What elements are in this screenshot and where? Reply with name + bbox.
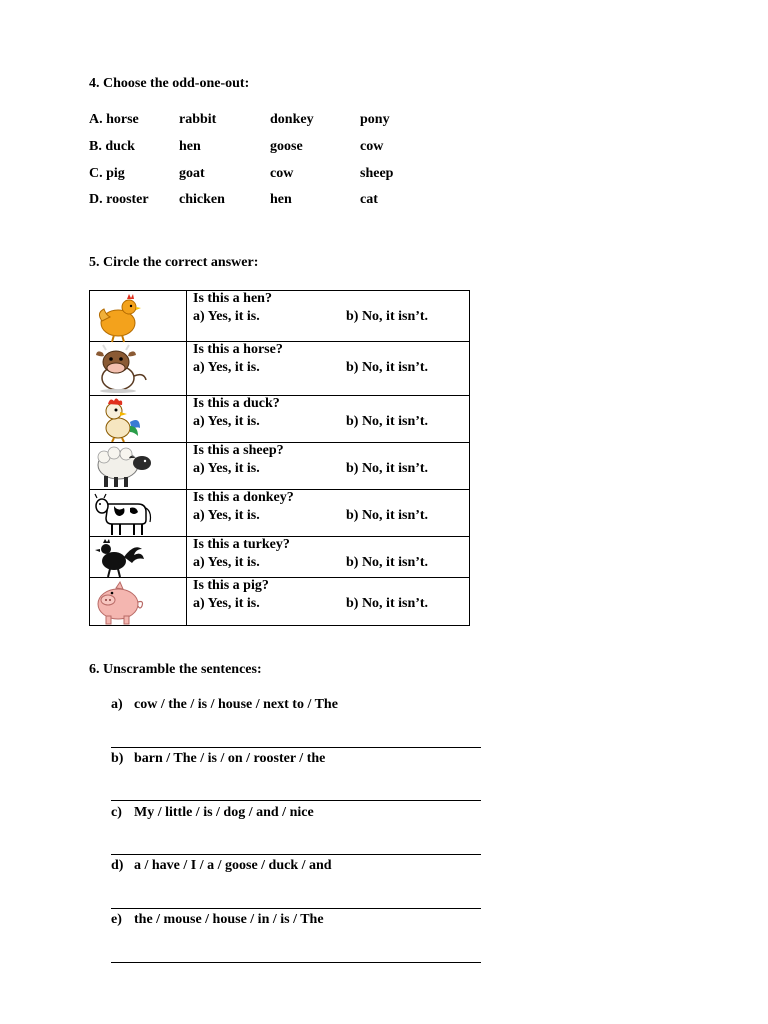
table-row [90,396,470,443]
question-text: Is this a turkey? [193,537,290,552]
item-letter: a) [111,697,123,712]
option-a[interactable]: a) Yes, it is. [193,414,260,429]
pig-icon [94,580,146,626]
question-text: Is this a pig? [193,578,269,593]
option-b[interactable]: b) No, it isn’t. [346,555,429,570]
sheep-icon [94,445,154,489]
odd-word: sheep [360,166,394,181]
question-text: Is this a horse? [193,342,283,357]
question-text: Is this a duck? [193,396,280,411]
item-letter: e) [111,912,122,927]
option-b[interactable]: b) No, it isn’t. [346,596,429,611]
answer-line-a[interactable] [111,747,481,748]
picture-cell [90,490,187,537]
scramble-item-c [111,805,314,821]
odd-word: donkey [270,112,314,127]
section-5-title: 5. Circle the correct answer: [89,255,259,270]
table-row [90,342,470,396]
picture-cell [90,537,187,578]
question-cell [187,443,470,490]
question-cell [187,396,470,443]
odd-word: pony [360,112,390,127]
odd-word: A. horse [89,112,139,127]
odd-word: goat [179,166,205,181]
answer-line-c[interactable] [111,854,481,855]
odd-word: cow [270,166,294,181]
option-b[interactable]: b) No, it isn’t. [346,360,429,375]
scrambled-words: cow / the / is / house / next to / The [134,697,338,712]
odd-word: C. pig [89,166,125,181]
section-4-title: 4. Choose the odd-one-out: [89,76,250,91]
option-a[interactable]: a) Yes, it is. [193,596,260,611]
picture-cell [90,578,187,626]
odd-word: B. duck [89,139,135,154]
scramble-item-b [111,751,325,767]
odd-word: cow [360,139,384,154]
scrambled-words: the / mouse / house / in / is / The [134,912,324,927]
odd-word: hen [270,192,292,207]
odd-word: D. rooster [89,192,149,207]
picture-cell [90,443,187,490]
option-a[interactable]: a) Yes, it is. [193,309,260,324]
question-text: Is this a hen? [193,291,272,306]
option-b[interactable]: b) No, it isn’t. [346,309,429,324]
section-6-title: 6. Unscramble the sentences: [89,662,262,677]
question-cell [187,578,470,626]
table-row [90,578,470,626]
option-a[interactable]: a) Yes, it is. [193,508,260,523]
picture-cell [90,396,187,443]
item-letter: d) [111,858,124,873]
rooster-icon [94,398,146,442]
table-row [90,291,470,342]
item-letter: c) [111,805,122,820]
question-text: Is this a sheep? [193,443,284,458]
option-b[interactable]: b) No, it isn’t. [346,461,429,476]
odd-word: hen [179,139,201,154]
option-b[interactable]: b) No, it isn’t. [346,414,429,429]
scramble-item-e [111,912,324,928]
option-a[interactable]: a) Yes, it is. [193,555,260,570]
table-row [90,443,470,490]
answer-table [89,290,470,626]
item-letter: b) [111,751,124,766]
question-cell [187,342,470,396]
question-cell [187,537,470,578]
odd-word: cat [360,192,378,207]
odd-word: goose [270,139,303,154]
odd-word: chicken [179,192,225,207]
scramble-item-d [111,858,332,874]
hen-icon [94,293,142,343]
cow-icon [94,344,150,394]
answer-line-b[interactable] [111,800,481,801]
scrambled-words: My / little / is / dog / and / nice [134,805,314,820]
answer-line-d[interactable] [111,908,481,909]
table-row [90,537,470,578]
cow-outline-icon [94,492,154,536]
black-rooster-icon [94,539,144,577]
option-b[interactable]: b) No, it isn’t. [346,508,429,523]
scramble-item-a [111,697,338,713]
picture-cell [90,342,187,396]
question-cell [187,291,470,342]
answer-line-e[interactable] [111,962,481,963]
picture-cell [90,291,187,342]
option-a[interactable]: a) Yes, it is. [193,360,260,375]
option-a[interactable]: a) Yes, it is. [193,461,260,476]
scrambled-words: barn / The / is / on / rooster / the [134,751,326,766]
question-cell [187,490,470,537]
question-text: Is this a donkey? [193,490,294,505]
odd-word: rabbit [179,112,217,127]
table-row [90,490,470,537]
scrambled-words: a / have / I / a / goose / duck / and [134,858,332,873]
